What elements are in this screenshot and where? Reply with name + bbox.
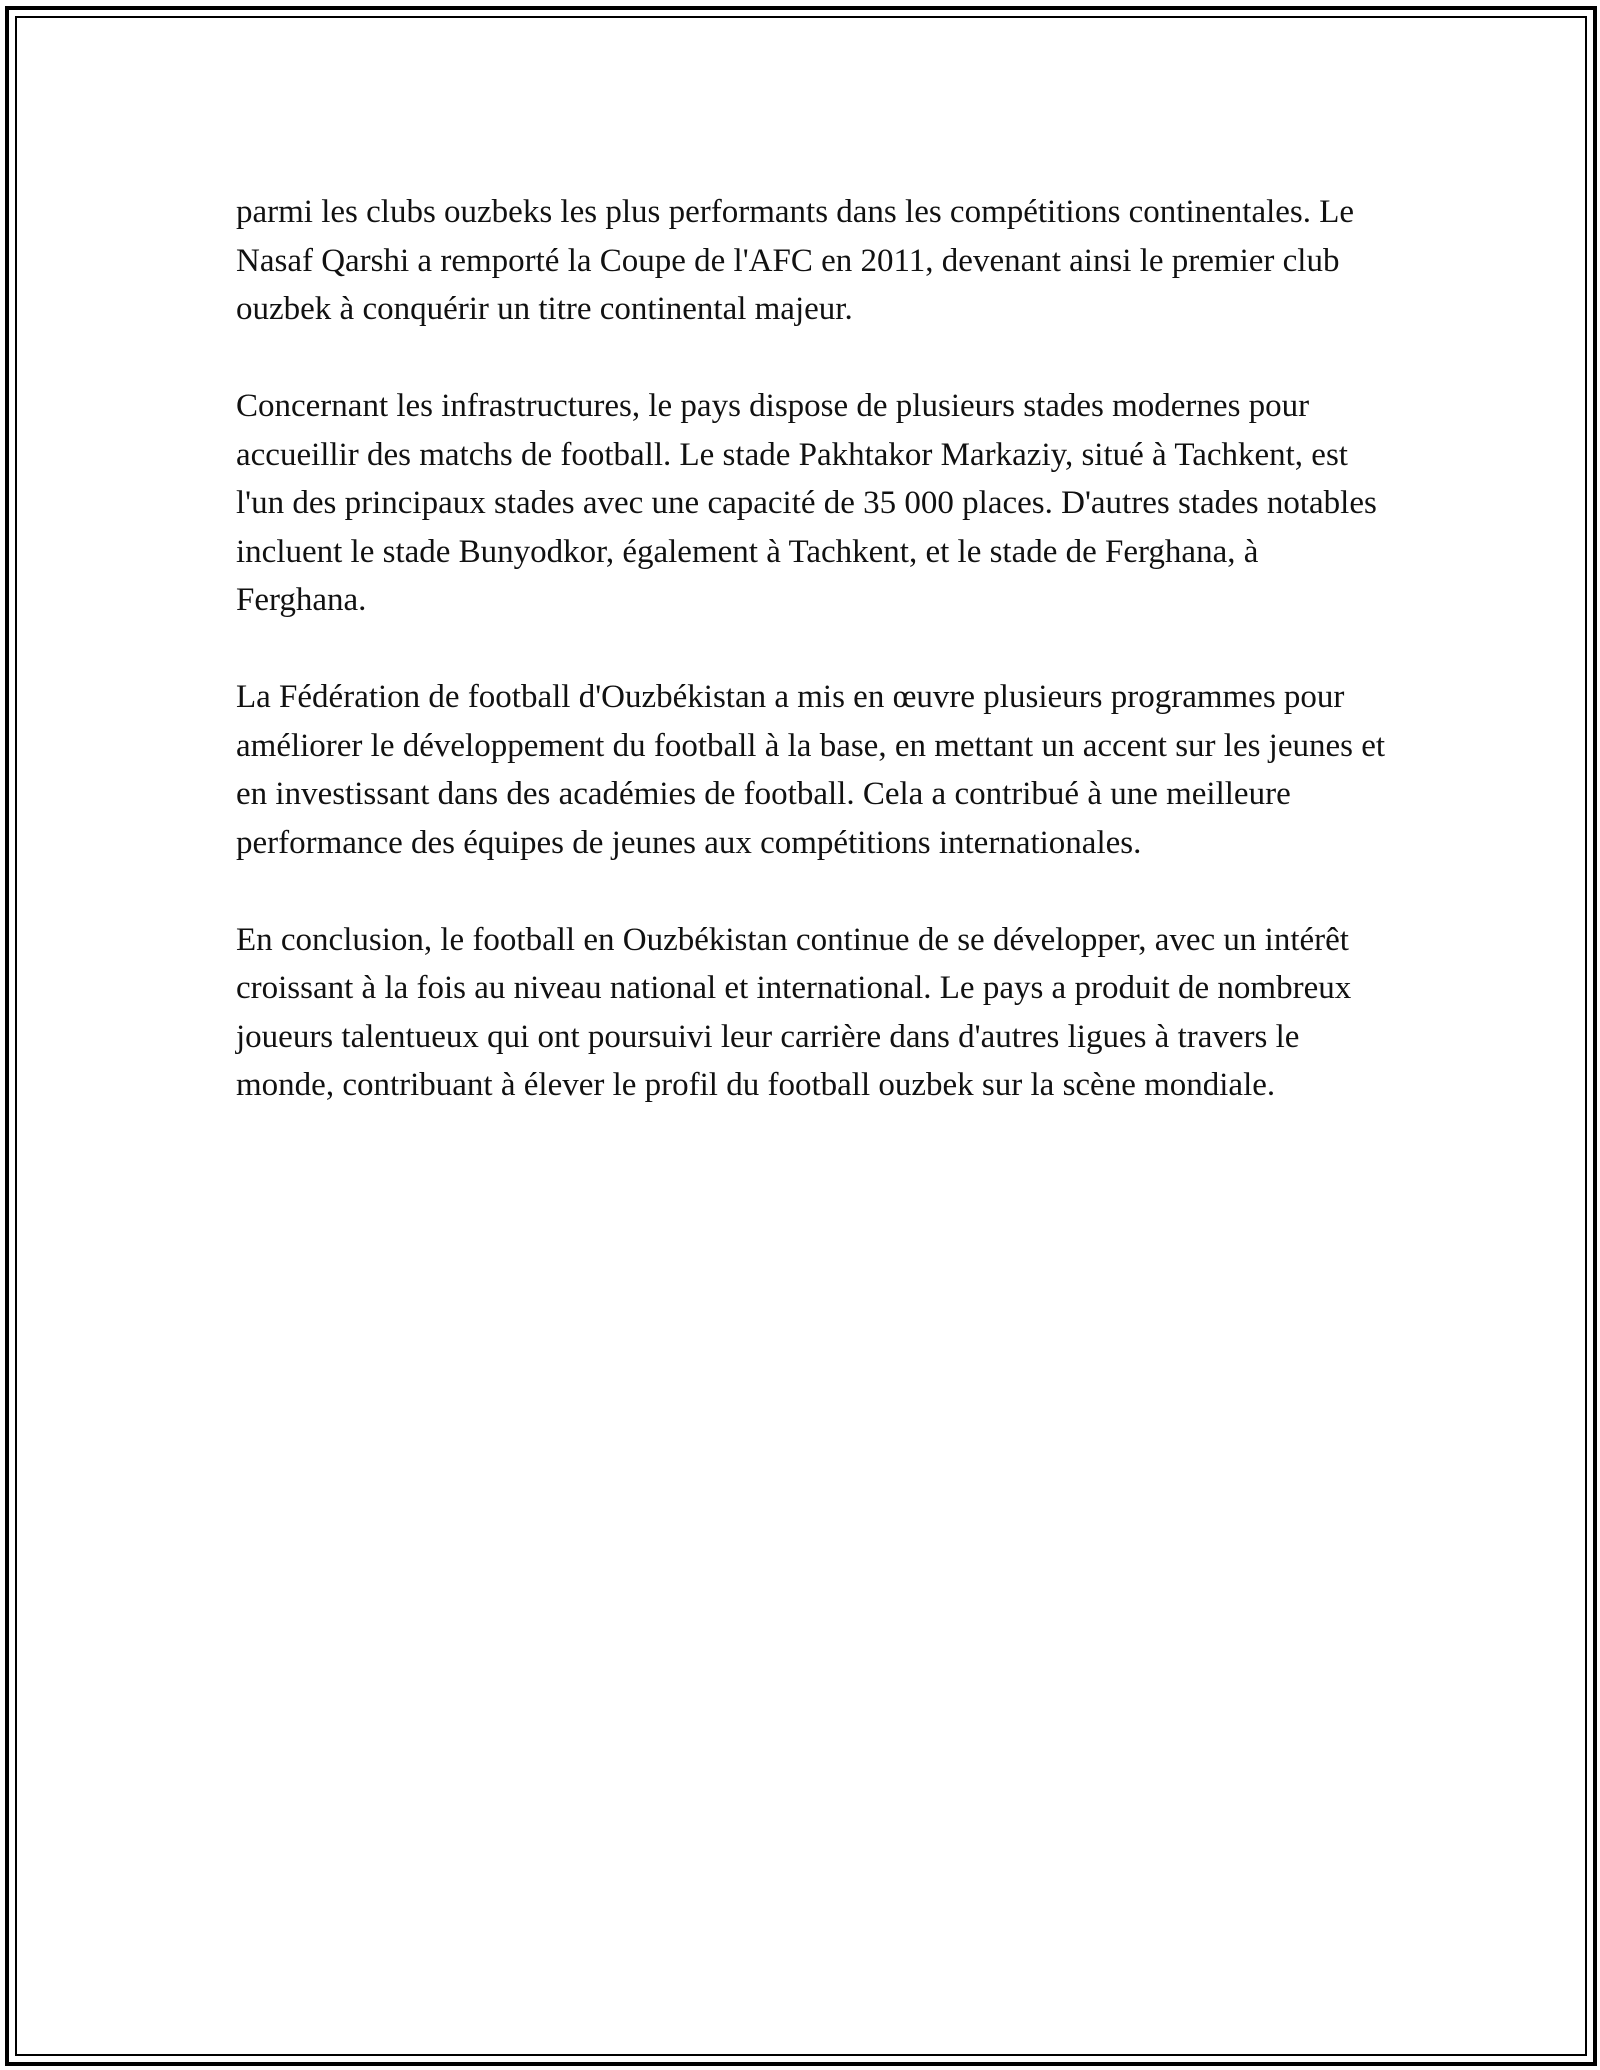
paragraph-conclusion: En conclusion, le football en Ouzbékistan continue de se développer, avec un intérêt croissant à la fois au niveau national et international. Le pays a produit de nombreux joueurs talentueux qui ont poursuivi leur carrière dans d'autres ligues à travers le monde, contribuant à élever le profil du football ouzbek sur la scène mondiale. bbox=[236, 921, 1352, 1103]
paragraph-infrastructures: Concernant les infrastructures, le pays dispose de plusieurs stades modernes pour accueillir des matchs de football. Le stade Pakhtakor Markaziy, situé à Tachkent, est l'un des principaux stades avec une capacité de 35 000 places. D'autres stades notables incluent le stade Bunyodkor, également à Tachkent, et le stade de Ferghana, à Ferghana. bbox=[236, 388, 1377, 618]
document-body bbox=[236, 188, 1386, 1158]
paragraph-federation: La Fédération de football d'Ouzbékistan a mis en œuvre plusieurs programmes pour améliorer le développement du football à la base, en mettant un accent sur les jeunes et en investissant dans des académies de football. Cela a contribué à une meilleure performance des équipes de jeunes aux compétitions internationales. bbox=[236, 679, 1386, 861]
paragraph-clubs: parmi les clubs ouzbeks les plus performants dans les compétitions continentales. Le Nasaf Qarshi a remporté la Coupe de l'AFC en 2011, devenant ainsi le premier club ouzbek à conquérir un titre continental majeur. bbox=[236, 194, 1355, 327]
